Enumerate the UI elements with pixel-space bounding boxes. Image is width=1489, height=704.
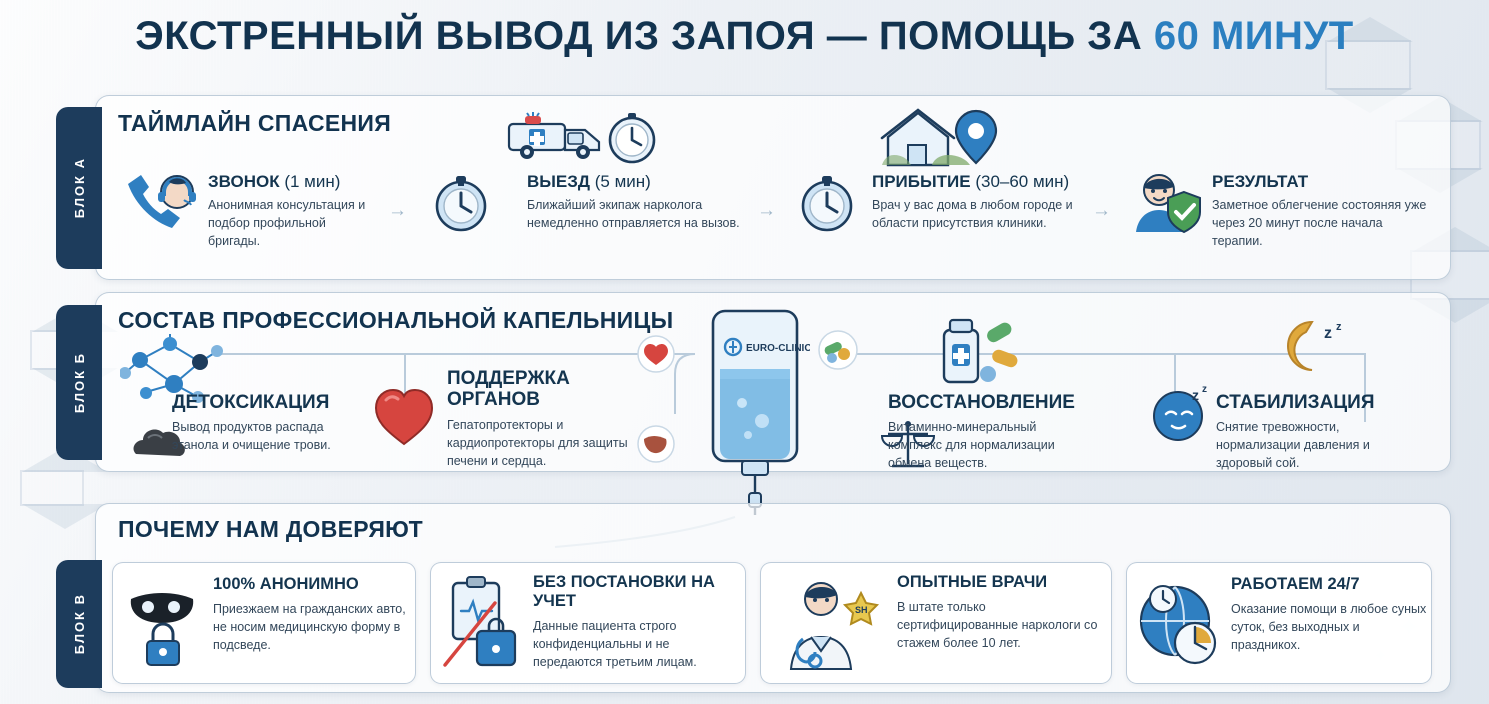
block-b-tab-label: БЛОК Б	[71, 351, 87, 414]
block-a-item-2-body: Ближайший экипаж нарколога немедленно отправляется на вызов.	[527, 198, 740, 231]
trust-card-1-body: Приезжаем на гражданских авто, не носим медицинскую форму в подсведе.	[213, 601, 406, 653]
globe-clock-icon	[1133, 577, 1229, 678]
block-a-item-3-note: (30–60 мин)	[975, 172, 1070, 191]
block-b-item-1-head: ДЕТОКСИКАЦИЯ	[172, 392, 330, 413]
svg-text:z: z	[1324, 325, 1332, 342]
phone-operator-icon	[122, 170, 200, 237]
arrow-icon: →	[757, 200, 776, 221]
block-b-item-4	[1216, 392, 1416, 472]
page-title-accent: 60 МИНУТ	[1153, 14, 1354, 58]
block-a-item-3	[872, 172, 1077, 232]
liver-icon	[636, 425, 676, 468]
trust-card-3-head: ОПЫТНЫЕ ВРАЧИ	[897, 573, 1048, 591]
block-a-item-4-body: Заметное облегчение состояняя уже через 20 минут после начала терапии.	[1212, 198, 1427, 249]
stopwatch-icon	[796, 172, 858, 239]
trust-card-4-body: Оказание помощи в любое суных суток, без выходных и праздникох.	[1231, 601, 1427, 653]
block-a-item-3-head	[872, 172, 1077, 192]
block-a-item-4	[1212, 172, 1430, 250]
block-b-item-1	[172, 392, 352, 454]
trust-card-1-head: 100% АНОНИМНО	[213, 575, 359, 593]
block-v-title: ПОЧЕМУ НАМ ДОВЕРЯЮТ	[118, 516, 423, 542]
block-b-item-3-body: Витаминно-минеральный комплекс для нормализации обмена веществ.	[888, 420, 1055, 471]
block-a-item-1-note: (1 мин)	[284, 172, 341, 191]
block-b-item-4-head: СТАБИЛИЗАЦИЯ	[1216, 392, 1375, 413]
mask-lock-icon	[121, 577, 207, 678]
trust-card-4[interactable]	[1126, 562, 1432, 684]
trust-card-1[interactable]	[112, 562, 416, 684]
block-v-tab	[56, 560, 102, 688]
trust-card-3[interactable]	[760, 562, 1112, 684]
vitamins-icon	[930, 312, 1030, 397]
block-b-title: СОСТАВ ПРОФЕССИОНАЛЬНОЙ КАПЕЛЬНИЦЫ	[118, 307, 674, 333]
doctor-star-icon	[769, 573, 889, 680]
svg-text:z: z	[1202, 384, 1207, 395]
page-title-main: ЭКСТРЕННЫЙ ВЫВОД ИЗ ЗАПОЯ — ПОМОЩЬ ЗА	[135, 14, 1154, 58]
block-a-item-2-title: ВЫЕЗД	[527, 172, 591, 191]
block-a-item-2-note: (5 мин)	[594, 172, 651, 191]
block-a-item-4-title: РЕЗУЛЬТАТ	[1212, 172, 1309, 191]
trust-card-3-body: В штате только сертифицированные наркологи со стажем более 10 лет.	[897, 599, 1098, 651]
block-a-item-3-body: Врач у вас дома в любом городе и области присутствия клиники.	[872, 198, 1073, 231]
heart-icon	[370, 382, 438, 455]
trust-card-2-head: БЕЗ ПОСТАНОВКИ НА УЧЕТ	[533, 573, 715, 610]
svg-text:EURO-CLINIC: EURO-CLINIC	[746, 343, 810, 354]
block-a-item-1-body: Анонимная консультация и подбор профильной бригады.	[208, 198, 366, 249]
patient-shield-icon	[1126, 168, 1206, 243]
block-a-item-4-head	[1212, 172, 1430, 192]
trust-card-4-head: РАБОТАЕМ 24/7	[1231, 575, 1360, 593]
small-heart-icon	[636, 335, 676, 378]
block-v-tab-label: БЛОК В	[71, 593, 87, 655]
hexagon-decoration	[20, 470, 84, 506]
block-b-item-2	[447, 368, 637, 470]
ambulance-icon	[505, 110, 665, 173]
house-pin-icon	[880, 105, 1010, 174]
svg-text:z: z	[1336, 321, 1342, 333]
page-title	[0, 14, 1489, 59]
pills-icon	[816, 330, 860, 375]
block-a-tab	[56, 107, 102, 269]
stopwatch-icon	[430, 172, 492, 239]
block-b-item-2-head: ПОДДЕРЖКА ОРГАНОВ	[447, 368, 570, 411]
block-b-item-4-body: Снятие тревожности, нормализации давления и здоровый сой.	[1216, 420, 1370, 471]
block-a-tab-label: БЛОК А	[71, 157, 87, 219]
moon-icon	[1278, 318, 1358, 381]
block-a-item-2	[527, 172, 742, 232]
block-a-item-3-title: ПРИБЫТИЕ	[872, 172, 971, 191]
arrow-icon: →	[388, 200, 407, 221]
svg-text:z: z	[1192, 387, 1199, 403]
trust-card-2-body: Данные пациента строго конфиденциальны и не передаются третьим лицам.	[533, 618, 697, 670]
arrow-icon: →	[1092, 200, 1111, 221]
svg-text:SH: SH	[855, 605, 868, 615]
sleep-face-icon	[1148, 382, 1218, 449]
no-record-icon	[437, 573, 529, 678]
block-a-title: ТАЙМЛАЙН СПАСЕНИЯ	[118, 110, 392, 136]
block-a-item-2-head	[527, 172, 742, 192]
trust-card-2[interactable]	[430, 562, 746, 684]
block-a-item-1-title: ЗВОНОК	[208, 172, 280, 191]
block-b-item-1-body: Вывод продуктов распада этанола и очищение трови.	[172, 420, 331, 453]
block-a-item-1-head	[208, 172, 378, 192]
block-b-item-3-head: ВОССТАНОВЛЕНИЕ	[888, 392, 1075, 413]
block-b-item-2-body: Гепатопротекторы и кардиопротекторы для защиты печени и сердца.	[447, 417, 628, 468]
block-b-item-3	[888, 392, 1093, 472]
iv-bag-icon	[700, 305, 810, 520]
block-a-item-1	[208, 172, 378, 250]
